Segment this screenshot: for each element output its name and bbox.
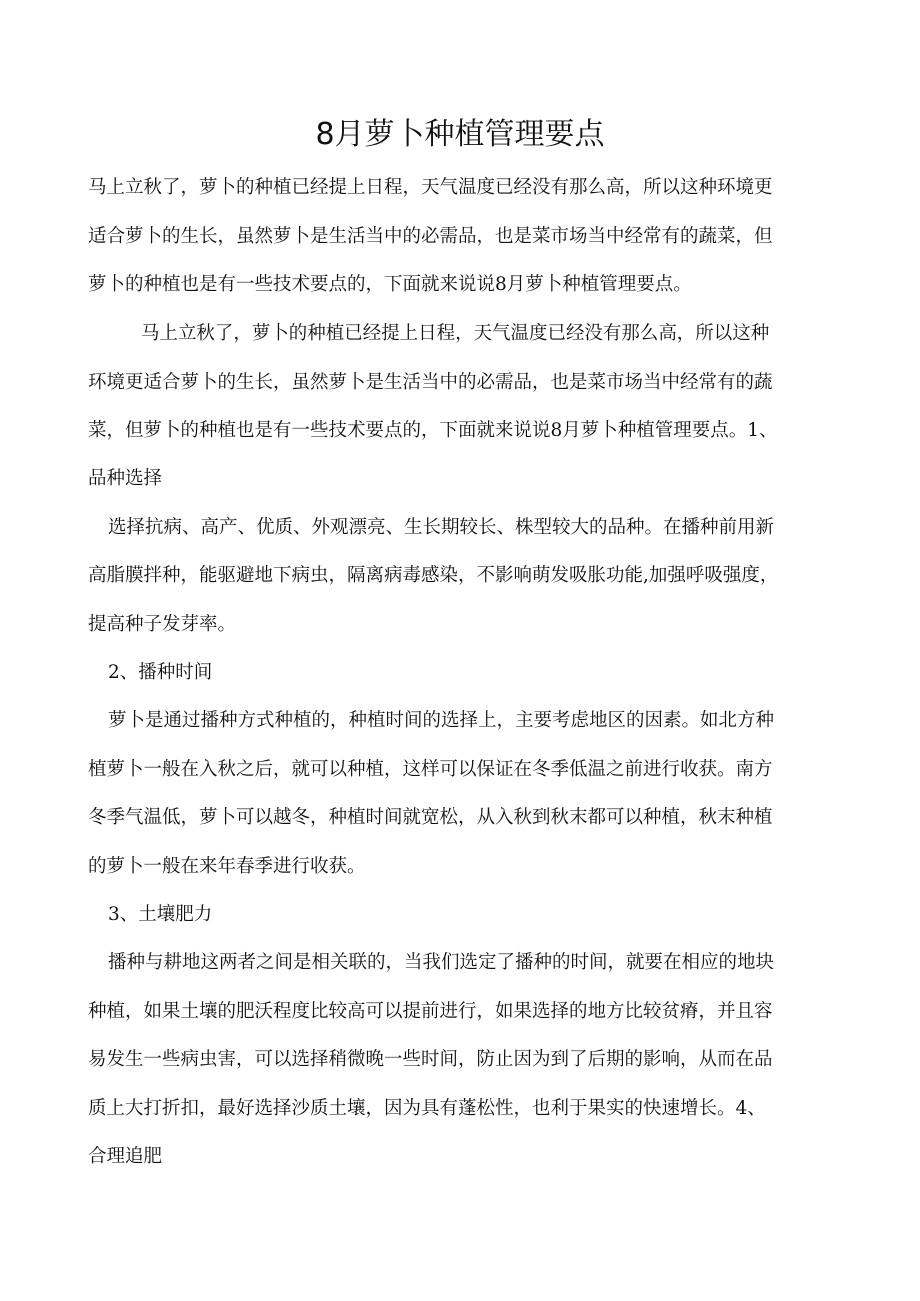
section-heading-2: 2、播种时间 <box>108 662 213 683</box>
section-2-line-3: 冬季气温低，萝卜可以越冬，种植时间就宽松，从入秋到秋末都可以种植，秋末种植 <box>88 807 773 828</box>
section-3-line-4: 质上大打折扣，最好选择沙质土壤，因为具有蓬松性，也利于果实的快速增长。4、 <box>88 1098 766 1119</box>
section-1-line-1: 选择抗病、高产、优质、外观漂亮、生长期较长、株型较大的品种。在播种前用新 <box>108 517 775 538</box>
section-heading-4: 合理追肥 <box>88 1146 163 1167</box>
section-1-line-3: 提高种子发芽率。 <box>88 614 237 635</box>
section-heading-3: 3、土壤肥力 <box>108 904 213 925</box>
body-line-3: 菜，但萝卜的种植也是有一些技术要点的，下面就来说说8月萝卜种植管理要点。1、 <box>88 420 778 441</box>
section-3-line-2: 种植，如果土壤的肥沃程度比较高可以提前进行，如果选择的地方比较贫瘠，并且容 <box>88 1001 773 1022</box>
body-line-2: 环境更适合萝卜的生长，虽然萝卜是生活当中的必需品，也是菜市场当中经常有的蔬 <box>88 372 773 393</box>
section-2-line-2: 植萝卜一般在入秋之后，就可以种植，这样可以保证在冬季低温之前进行收获。南方 <box>88 759 773 780</box>
section-2-line-4: 的萝卜一般在来年春季进行收获。 <box>88 856 366 877</box>
document-title: 8月萝卜种植管理要点 <box>315 117 605 152</box>
intro-line-1: 马上立秋了，萝卜的种植已经提上日程，天气温度已经没有那么高，所以这种环境更 <box>88 177 773 198</box>
section-heading-1: 品种选择 <box>88 468 163 489</box>
section-2-line-1: 萝卜是通过播种方式种植的，种植时间的选择上，主要考虑地区的因素。如北方种 <box>108 710 775 731</box>
section-3-line-3: 易发生一些病虫害，可以选择稍微晚一些时间，防止因为到了后期的影响，从而在品 <box>88 1049 773 1070</box>
intro-line-3: 萝卜的种植也是有一些技术要点的，下面就来说说8月萝卜种植管理要点。 <box>88 274 692 295</box>
body-line-1: 马上立秋了，萝卜的种植已经提上日程，天气温度已经没有那么高，所以这种 <box>141 323 770 344</box>
section-3-line-1: 播种与耕地这两者之间是相关联的，当我们选定了播种的时间，就要在相应的地块 <box>108 952 775 973</box>
intro-line-2: 适合萝卜的生长，虽然萝卜是生活当中的必需品，也是菜市场当中经常有的蔬菜，但 <box>88 226 773 247</box>
section-1-line-2: 高脂膜拌种，能驱避地下病虫，隔离病毒感染，不影响萌发吸胀功能,加强呼吸强度， <box>88 565 779 586</box>
